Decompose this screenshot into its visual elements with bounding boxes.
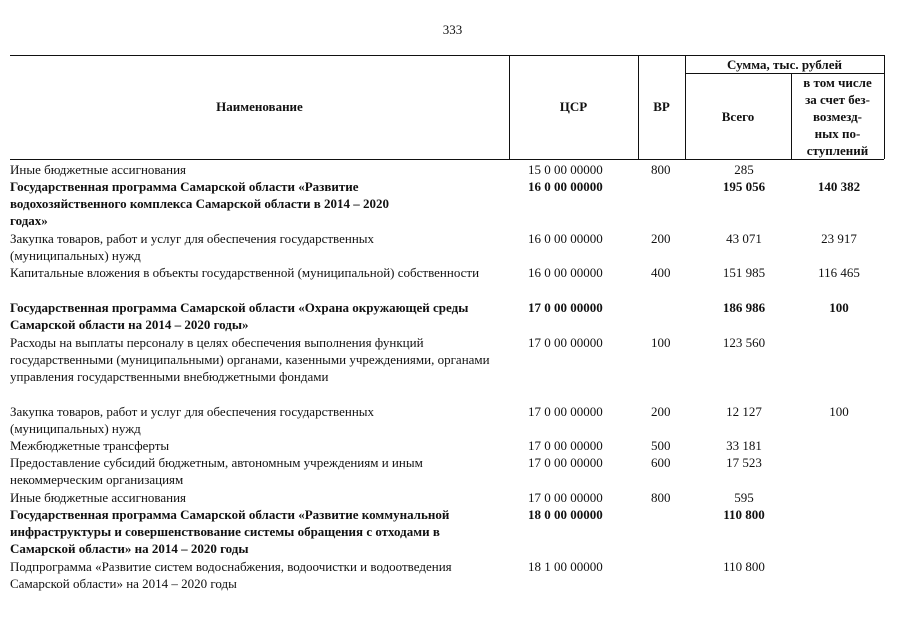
col-divider-right [884, 55, 885, 159]
row-name: Иные бюджетные ассигнования [10, 162, 187, 177]
header-grants-line: ступлений [806, 143, 869, 158]
row-csr: 16 0 00 00000 [528, 231, 603, 246]
row-name: Предоставление субсидий бюджетным, автономным учреждениям и иным некоммерческим организациям [10, 455, 423, 487]
row-csr: 17 0 00 00000 [528, 335, 603, 350]
row-name: Государственная программа Самарской области «Развитие коммунальной инфраструктуры и совершенствование системы обращения с отходами в Самарской области» на 2014 – 2020 годы [10, 507, 450, 556]
row-csr: 18 0 00 00000 [528, 507, 603, 522]
row-vr: 600 [651, 455, 671, 470]
header-name: Наименование [216, 99, 303, 114]
row-grants: 100 [829, 404, 849, 419]
row-name: Расходы на выплаты персоналу в целях обеспечения выполнения функций государственными (муниципальными) органами, казенными учреждениями, органами управления государственными внебюджетными фондами [10, 335, 490, 384]
header-grants-line: возмезд- [813, 109, 862, 124]
row-name: Государственная программа Самарской области «Охрана окружающей среды Самарской области на 2014 – 2020 годы» [10, 300, 469, 332]
row-csr: 17 0 00 00000 [528, 404, 603, 419]
header-csr: ЦСР [559, 99, 588, 114]
row-name: Подпрограмма «Развитие систем водоснабжения, водоочистки и водоотведения Самарской области» на 2014 – 2020 годы [10, 559, 452, 591]
row-name: Закупка товаров, работ и услуг для обеспечения государственных (муниципальных) нужд [10, 404, 375, 436]
header-grants [791, 74, 884, 159]
row-total: 123 560 [722, 335, 766, 350]
row-vr: 800 [651, 490, 671, 505]
header-grants-line: в том числе [803, 75, 872, 90]
row-total: 186 986 [722, 300, 766, 315]
row-total: 285 [734, 162, 754, 177]
row-vr: 400 [651, 265, 671, 280]
row-name: Капитальные вложения в объекты государственной (муниципальной) собственности [10, 265, 480, 280]
row-csr: 17 0 00 00000 [528, 490, 603, 505]
row-csr: 16 0 00 00000 [528, 179, 603, 194]
row-csr: 17 0 00 00000 [528, 438, 603, 453]
row-csr: 16 0 00 00000 [528, 265, 603, 280]
row-vr: 800 [651, 162, 671, 177]
row-csr: 15 0 00 00000 [528, 162, 603, 177]
row-grants: 116 465 [818, 265, 860, 280]
header-grants-line: за счет без- [805, 92, 870, 107]
header-total: Всего [721, 109, 755, 124]
row-vr: 500 [651, 438, 671, 453]
row-csr: 17 0 00 00000 [528, 300, 603, 315]
row-total: 12 127 [726, 404, 762, 419]
row-total: 595 [734, 490, 754, 505]
row-grants: 23 917 [821, 231, 857, 246]
header-vr: ВР [653, 99, 670, 114]
row-name: Межбюджетные трансферты [10, 438, 170, 453]
row-csr: 18 1 00 00000 [528, 559, 603, 574]
row-csr: 17 0 00 00000 [528, 455, 603, 470]
row-vr: 100 [651, 335, 671, 350]
row-total: 151 985 [722, 265, 766, 280]
page-number: 333 [442, 22, 463, 37]
row-name: Иные бюджетные ассигнования [10, 490, 187, 505]
row-total: 33 181 [726, 438, 762, 453]
row-name: Государственная программа Самарской области «Развитие водохозяйственного комплекса Самарской области в 2014 – 2020 годах» [10, 179, 389, 228]
row-vr: 200 [651, 231, 671, 246]
row-total: 110 800 [723, 559, 765, 574]
row-name: Закупка товаров, работ и услуг для обеспечения государственных (муниципальных) нужд [10, 231, 375, 263]
row-total: 195 056 [722, 179, 766, 194]
row-total: 110 800 [723, 507, 765, 522]
header-sum-group: Сумма, тыс. рублей [727, 57, 842, 72]
row-total: 17 523 [726, 455, 762, 470]
header-grants-line: ных по- [814, 126, 861, 141]
header-bottom-border [10, 159, 884, 160]
row-total: 43 071 [726, 231, 762, 246]
row-grants: 100 [829, 300, 849, 315]
row-vr: 200 [651, 404, 671, 419]
row-grants: 140 382 [817, 179, 861, 194]
